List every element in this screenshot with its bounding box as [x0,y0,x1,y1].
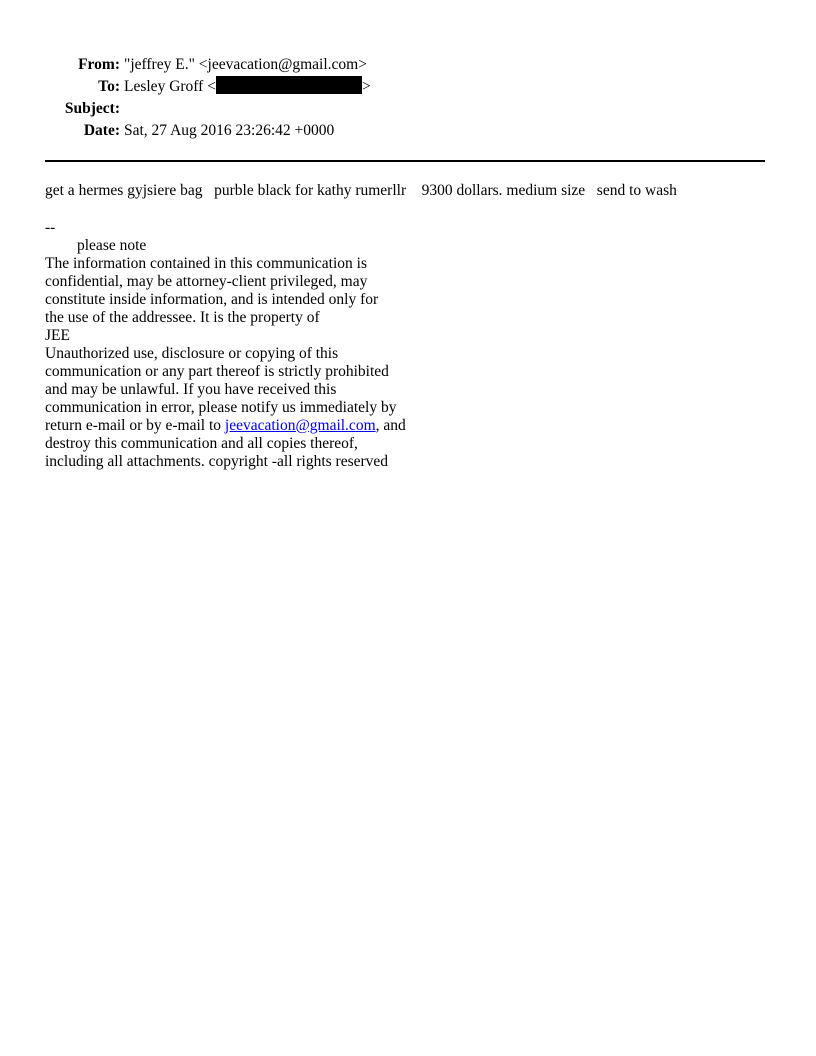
disclaimer-line: destroy this communication and all copies thereof, [45,435,358,452]
disclaimer-line-return [45,417,425,435]
from-value: "jeffrey E." <jeevacation@gmail.com> [124,56,367,73]
disclaimer-line: Unauthorized use, disclosure or copying of this [45,345,339,362]
disclaimer-line: constitute inside information, and is intended only for [45,291,379,308]
return-suffix: , and [375,417,406,434]
header-divider [45,160,765,162]
email-link[interactable]: jeevacation@gmail.com [224,417,376,434]
message-body: get a hermes gyjsiere bag purble black for kathy rumerllr 9300 dollars. medium size send to wash [45,182,677,199]
to-row [0,76,371,98]
date-row [0,120,371,142]
please-note: please note [77,237,147,254]
disclaimer-line: including all attachments. copyright -all rights reserved [45,453,389,470]
disclaimer-line: communication or any part thereof is strictly prohibited [45,363,389,380]
from-row [0,54,371,76]
disclaimer-line: the use of the addressee. It is the property of [45,309,320,326]
email-header [0,54,371,142]
date-label: Date: [83,122,120,139]
return-prefix: return e-mail or by e-mail to [45,417,225,434]
disclaimer-line: JEE [45,327,70,344]
to-label: To: [98,78,120,95]
signature-separator: -- [45,219,56,236]
redaction-block [216,76,362,94]
date-value: Sat, 27 Aug 2016 23:26:42 +0000 [124,122,335,139]
disclaimer-line: The information contained in this communication is [45,255,367,272]
disclaimer-line: communication in error, please notify us immediately by [45,399,397,416]
subject-row [0,98,371,120]
disclaimer-line: confidential, may be attorney-client privileged, may [45,273,368,290]
to-value-end: > [361,78,371,95]
disclaimer [45,255,425,471]
to-value: Lesley Groff < [124,78,216,95]
subject-label: Subject: [64,100,120,117]
signature-block [45,219,425,471]
disclaimer-line: and may be unlawful. If you have received this [45,381,337,398]
from-label: From: [78,56,120,73]
